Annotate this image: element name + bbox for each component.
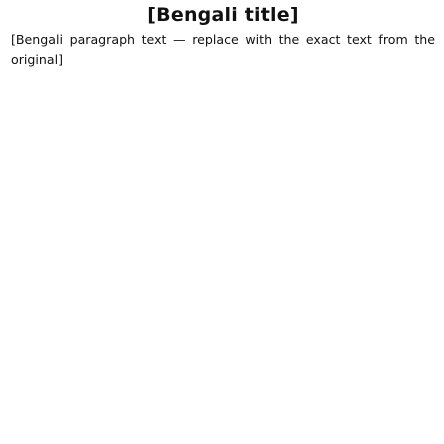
document-paragraph: [Bengali paragraph text — replace with the exact text from the original] xyxy=(11,32,435,68)
document-title: [Bengali title] xyxy=(147,4,299,26)
